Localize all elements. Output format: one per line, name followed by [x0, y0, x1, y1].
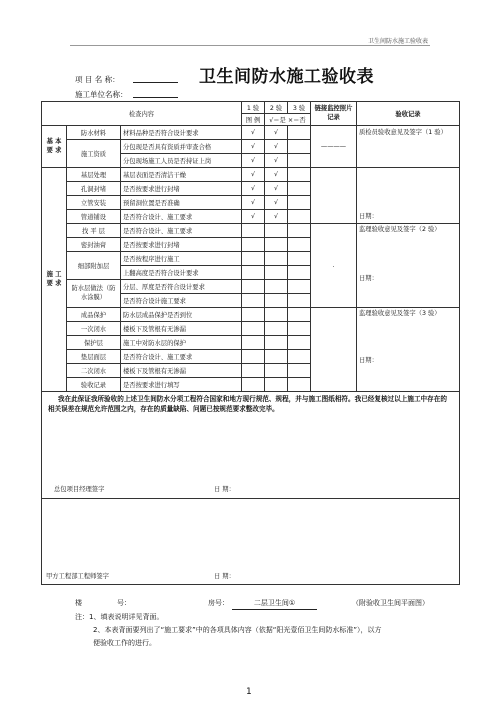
- check3-cell[interactable]: [288, 350, 311, 364]
- check1-cell[interactable]: √: [242, 168, 265, 182]
- check2-cell[interactable]: [265, 364, 288, 378]
- link-dash: ————: [311, 126, 357, 168]
- item-cell: 孔洞封堵: [67, 182, 121, 196]
- check3-cell[interactable]: [288, 280, 311, 294]
- check1-cell[interactable]: [242, 322, 265, 336]
- check2-cell[interactable]: [265, 322, 288, 336]
- record-2-date: 日期：: [359, 274, 378, 282]
- check2-cell[interactable]: [265, 280, 288, 294]
- item-cell: 二次闭水: [67, 364, 121, 378]
- check3-cell[interactable]: [288, 378, 311, 392]
- unit-name-label: 施工单位名称：: [75, 90, 128, 99]
- check1-cell[interactable]: [242, 224, 265, 238]
- item-cell: 一次闭水: [67, 322, 121, 336]
- gc-date-label: 日 期：: [214, 485, 235, 493]
- statement-cell[interactable]: [42, 392, 460, 499]
- check2-cell[interactable]: [265, 378, 288, 392]
- check3-cell[interactable]: [288, 154, 311, 168]
- item-cell: 防水材料: [67, 126, 121, 140]
- link-cell: [311, 308, 357, 392]
- content-cell: 分包现是否具有资质并审查合格: [121, 140, 242, 154]
- legend-text: √＝是 ×＝否: [265, 114, 311, 126]
- check3-cell[interactable]: [288, 224, 311, 238]
- content-cell: 是否符合设计、施工要求: [121, 210, 242, 224]
- check1-cell[interactable]: [242, 364, 265, 378]
- check1-cell[interactable]: √: [242, 196, 265, 210]
- check1-cell[interactable]: √: [242, 126, 265, 140]
- content-cell: 基层表面是否清洁干燥: [121, 168, 242, 182]
- record-3-date: 日期：: [359, 356, 378, 364]
- content-cell: 楼板下及管根有无渗漏: [121, 364, 242, 378]
- check3-cell[interactable]: [288, 238, 311, 252]
- item-cell: 立管安装: [67, 196, 121, 210]
- unit-name-blank[interactable]: [133, 97, 178, 98]
- content-cell: 施工中对防水层的保护: [121, 336, 242, 350]
- content-cell: 是否符合设计、施工要求: [121, 350, 242, 364]
- check3-cell[interactable]: [288, 252, 311, 266]
- check3-cell[interactable]: [288, 126, 311, 140]
- record-1-date[interactable]: 日期：: [357, 168, 460, 224]
- statement-text: 我在此保证我所验收的上述卫生间防水分项工程符合国家和地方现行规范、规程，并与施工图纸相符。我已经复核过以上施工中存在的相关误差在规范允许范围之内，存在的质量缺陷、问题已按规范要求整改完毕。: [48, 395, 447, 413]
- check1-cell[interactable]: [242, 294, 265, 308]
- check1-cell[interactable]: √: [242, 154, 265, 168]
- content-cell: 分层、厚度是否符合设计要求: [121, 280, 242, 294]
- check3-cell[interactable]: [288, 308, 311, 322]
- check3-cell[interactable]: [288, 182, 311, 196]
- check3-cell[interactable]: [288, 322, 311, 336]
- link-cell: [311, 168, 357, 224]
- content-cell: 是否按要求进行封堵: [121, 238, 242, 252]
- check1-cell[interactable]: [242, 266, 265, 280]
- project-name-label: 项 目 名 称：: [75, 75, 120, 84]
- project-name-blank[interactable]: [133, 82, 178, 83]
- check1-cell[interactable]: √: [242, 140, 265, 154]
- check2-cell[interactable]: √: [265, 126, 288, 140]
- record-3[interactable]: [357, 308, 460, 392]
- check3-cell[interactable]: [288, 336, 311, 350]
- running-header: 卫生间防水施工验收表: [367, 38, 428, 45]
- check3-cell[interactable]: [288, 196, 311, 210]
- check1-cell[interactable]: √: [242, 182, 265, 196]
- check3-cell[interactable]: [288, 294, 311, 308]
- legend-label: 图 例: [242, 114, 265, 126]
- note-2: 2、本表背面要列出了“施工要求”中的各项具体内容（依据“阳光壹佰卫生间防水标准”），以方: [93, 626, 382, 634]
- header-rule: [70, 45, 430, 46]
- note-1: 注：1、填表说明详见背面。: [75, 613, 164, 621]
- owner-signature-cell[interactable]: [42, 499, 460, 585]
- check2-cell[interactable]: √: [265, 210, 288, 224]
- check2-cell[interactable]: √: [265, 196, 288, 210]
- link-dot: .: [311, 224, 357, 308]
- gc-signature-label: 总包项目经理签字: [54, 485, 105, 493]
- check2-cell[interactable]: [265, 252, 288, 266]
- content-cell: 是否按要求进行填写: [121, 378, 242, 392]
- group-construction: 施 工 要 求: [42, 168, 67, 392]
- content-cell: 上翻高度是否符合设计要求: [121, 266, 242, 280]
- item-cell: 密封油膏: [67, 238, 121, 252]
- check2-cell[interactable]: [265, 294, 288, 308]
- check1-cell[interactable]: [242, 238, 265, 252]
- check1-cell[interactable]: [242, 252, 265, 266]
- check3-cell[interactable]: [288, 140, 311, 154]
- record-1[interactable]: 质检员验收意见及签字（1 验）: [357, 126, 460, 168]
- item-cell: 基层处理: [67, 168, 121, 182]
- check2-cell[interactable]: [265, 308, 288, 322]
- check2-cell[interactable]: [265, 336, 288, 350]
- content-cell: 楼板下及管根有无渗漏: [121, 322, 242, 336]
- check1-cell[interactable]: [242, 378, 265, 392]
- header-check3: 3 验: [288, 102, 311, 114]
- check1-cell[interactable]: √: [242, 210, 265, 224]
- item-cell: 施工资质: [67, 140, 121, 168]
- check2-cell[interactable]: [265, 266, 288, 280]
- content-cell: 是否符合设计、施工要求: [121, 224, 242, 238]
- page-number: 1: [246, 687, 252, 697]
- attachment-note: （附验收卫生间平面图）: [352, 599, 429, 607]
- content-cell: 材料品种是否符合设计要求: [121, 126, 242, 140]
- item-cell: 保护层: [67, 336, 121, 350]
- number-label: 号：: [117, 599, 131, 607]
- check1-cell[interactable]: [242, 280, 265, 294]
- check2-cell[interactable]: √: [265, 182, 288, 196]
- room-value[interactable]: 二层卫生间①: [232, 598, 317, 610]
- check3-cell[interactable]: [288, 210, 311, 224]
- check2-cell[interactable]: [265, 350, 288, 364]
- item-cell: 找 平 层: [67, 224, 121, 238]
- page-title: 卫生间防水施工验收表: [199, 67, 374, 87]
- check3-cell[interactable]: [288, 168, 311, 182]
- group-basic: 基 本 要 求: [42, 126, 67, 168]
- owner-date-label: 日 期：: [214, 573, 235, 580]
- header-check2: 2 验: [265, 102, 288, 114]
- owner-signature-label: 甲方工程部工程师签字: [46, 573, 109, 580]
- item-cell: 管道铺设: [67, 210, 121, 224]
- item-cell: 成品保护: [67, 308, 121, 322]
- content-cell: 分包现场施工人员是否持证上岗: [121, 154, 242, 168]
- check3-cell[interactable]: [288, 266, 311, 280]
- content-cell: 是否符合设计施工要求: [121, 294, 242, 308]
- check2-cell[interactable]: √: [265, 168, 288, 182]
- header-check1: 1 验: [242, 102, 265, 114]
- item-cell: 验收记录: [67, 378, 121, 392]
- record-2[interactable]: [357, 224, 460, 308]
- content-cell: 预留洞位置是否准确: [121, 196, 242, 210]
- record-2-label: 监理验收意见及签字（2 验）: [359, 226, 441, 233]
- building-label: 楼: [75, 599, 82, 607]
- content-cell: 是否按程序进行施工: [121, 252, 242, 266]
- check1-cell[interactable]: [242, 336, 265, 350]
- room-label: 房号：: [208, 599, 229, 607]
- item-cell: 防水层做法（防水涂膜）: [67, 280, 121, 308]
- check2-cell[interactable]: [265, 224, 288, 238]
- check2-cell[interactable]: √: [265, 140, 288, 154]
- item-cell: 细部附加层: [67, 252, 121, 280]
- check2-cell[interactable]: [265, 238, 288, 252]
- content-cell: 是否按要求进行封堵: [121, 182, 242, 196]
- content-cell: 防水层成品保护是否到位: [121, 308, 242, 322]
- check3-cell[interactable]: [288, 364, 311, 378]
- check1-cell[interactable]: [242, 308, 265, 322]
- header-record: 验收记录: [357, 102, 460, 126]
- check1-cell[interactable]: [242, 350, 265, 364]
- header-link-photos: 链接监控照片记录: [311, 102, 357, 126]
- check2-cell[interactable]: √: [265, 154, 288, 168]
- item-cell: 垫层面层: [67, 350, 121, 364]
- record-3-label: 监理验收意见及签字（3 验）: [359, 310, 441, 317]
- inspection-table: [41, 101, 460, 585]
- header-check-content: 检查内容: [42, 102, 242, 126]
- note-3: 便验收工作的进行。: [93, 639, 156, 647]
